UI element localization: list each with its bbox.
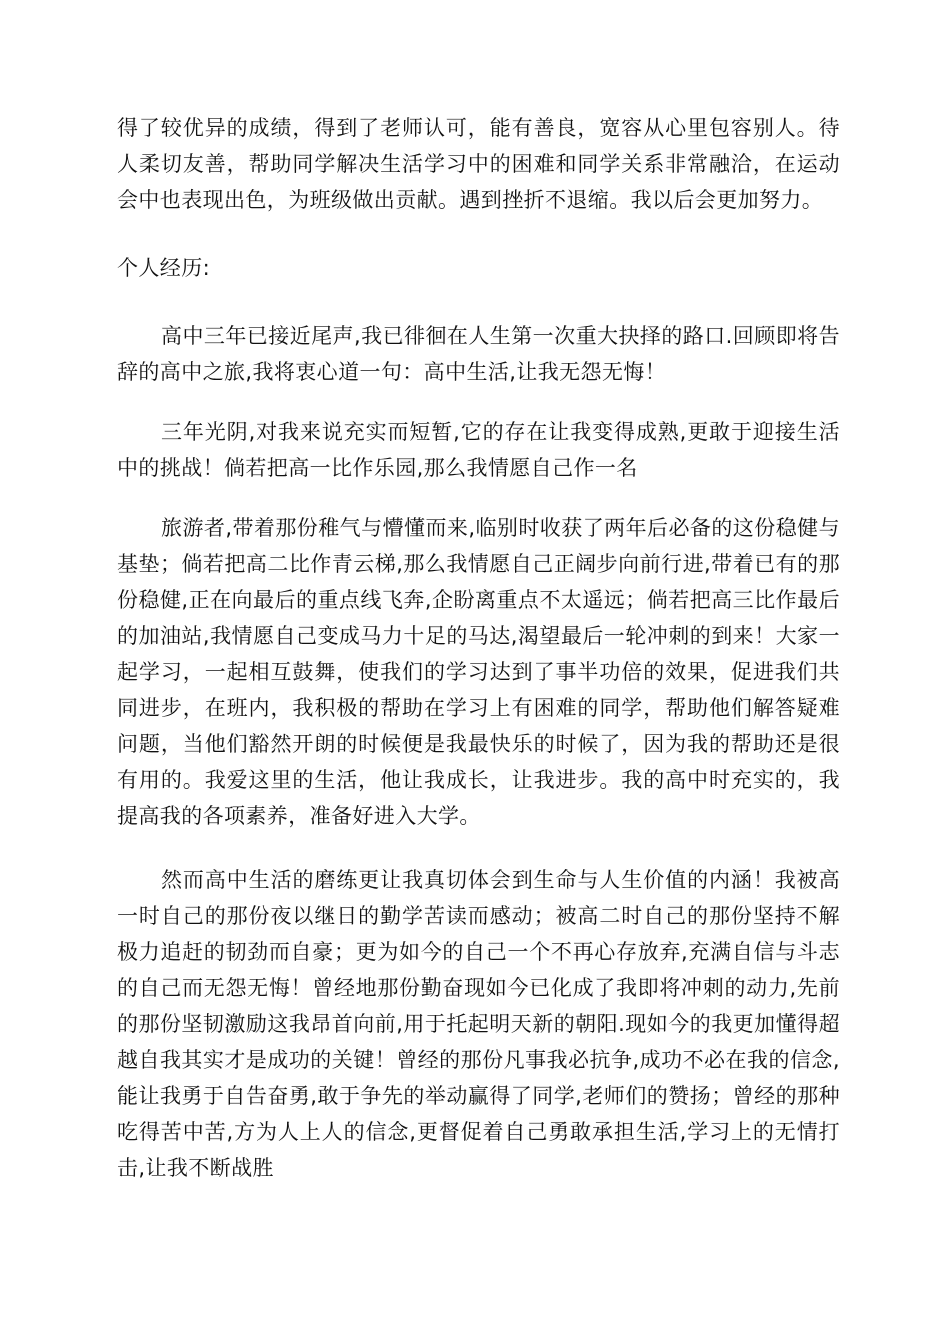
body-paragraph: 旅游者,带着那份稚气与懵懂而来,临别时收获了两年后必备的这份稳健与基垫；倘若把高二比作青云梯,那么我情愿自己正阔步向前行进,带着已有的那份稳健,正在向最后的重点线飞奔,企盼离重点不太遥远；倘若把高三比作最后的加油站,我情愿自己变成马力十足的马达,渴望最后一轮冲刺的到来！大家一起学习，一起相互鼓舞，使我们的学习达到了事半功倍的效果，促进我们共同进步，在班内，我积极的帮助在学习上有困难的同学，帮助他们解答疑难问题，当他们豁然开朗的时候便是我最快乐的时候了，因为我的帮助还是很有用的。我爱这里的生活，他让我成长，让我进步。我的高中时充实的，我提高我的各项素养，准备好进入大学。 [117,516,840,828]
section-heading: 个人经历: [117,256,211,280]
body-paragraph: 三年光阴,对我来说充实而短暂,它的存在让我变得成熟,更敢于迎接生活中的挑战！倘若把高一比作乐园,那么我情愿自己作一名 [117,420,840,480]
intro-paragraph: 得了较优异的成绩，得到了老师认可，能有善良，宽容从心里包容别人。待人柔切友善，帮助同学解决生活学习中的困难和同学关系非常融洽，在运动会中也表现出色，为班级做出贡献。遇到挫折不退缩。我以后会更加努力。 [117,116,840,212]
body-paragraph: 高中三年已接近尾声,我已徘徊在人生第一次重大抉择的路口.回顾即将告辞的高中之旅,我将衷心道一句：高中生活,让我无怨无悔！ [117,324,840,384]
body-paragraph: 然而高中生活的磨练更让我真切体会到生命与人生价值的内涵！我被高一时自己的那份夜以继日的勤学苦读而感动；被高二时自己的那份坚持不解极力追赶的韧劲而自豪；更为如今的自己一个不再心存放弃,充满自信与斗志的自己而无怨无悔！曾经地那份勤奋现如今已化成了我即将冲刺的动力,先前的那份坚韧激励这我昂首向前,用于托起明天新的朝阳.现如今的我更加懂得超越自我其实才是成功的关键！曾经的那份凡事我必抗争,成功不必在我的信念,能让我勇于自告奋勇,敢于争先的举动赢得了同学,老师们的赞扬；曾经的那种吃得苦中苦,方为人上人的信念,更督促着自己勇敢承担生活,学习上的无情打击,让我不断战胜 [117,868,840,1180]
